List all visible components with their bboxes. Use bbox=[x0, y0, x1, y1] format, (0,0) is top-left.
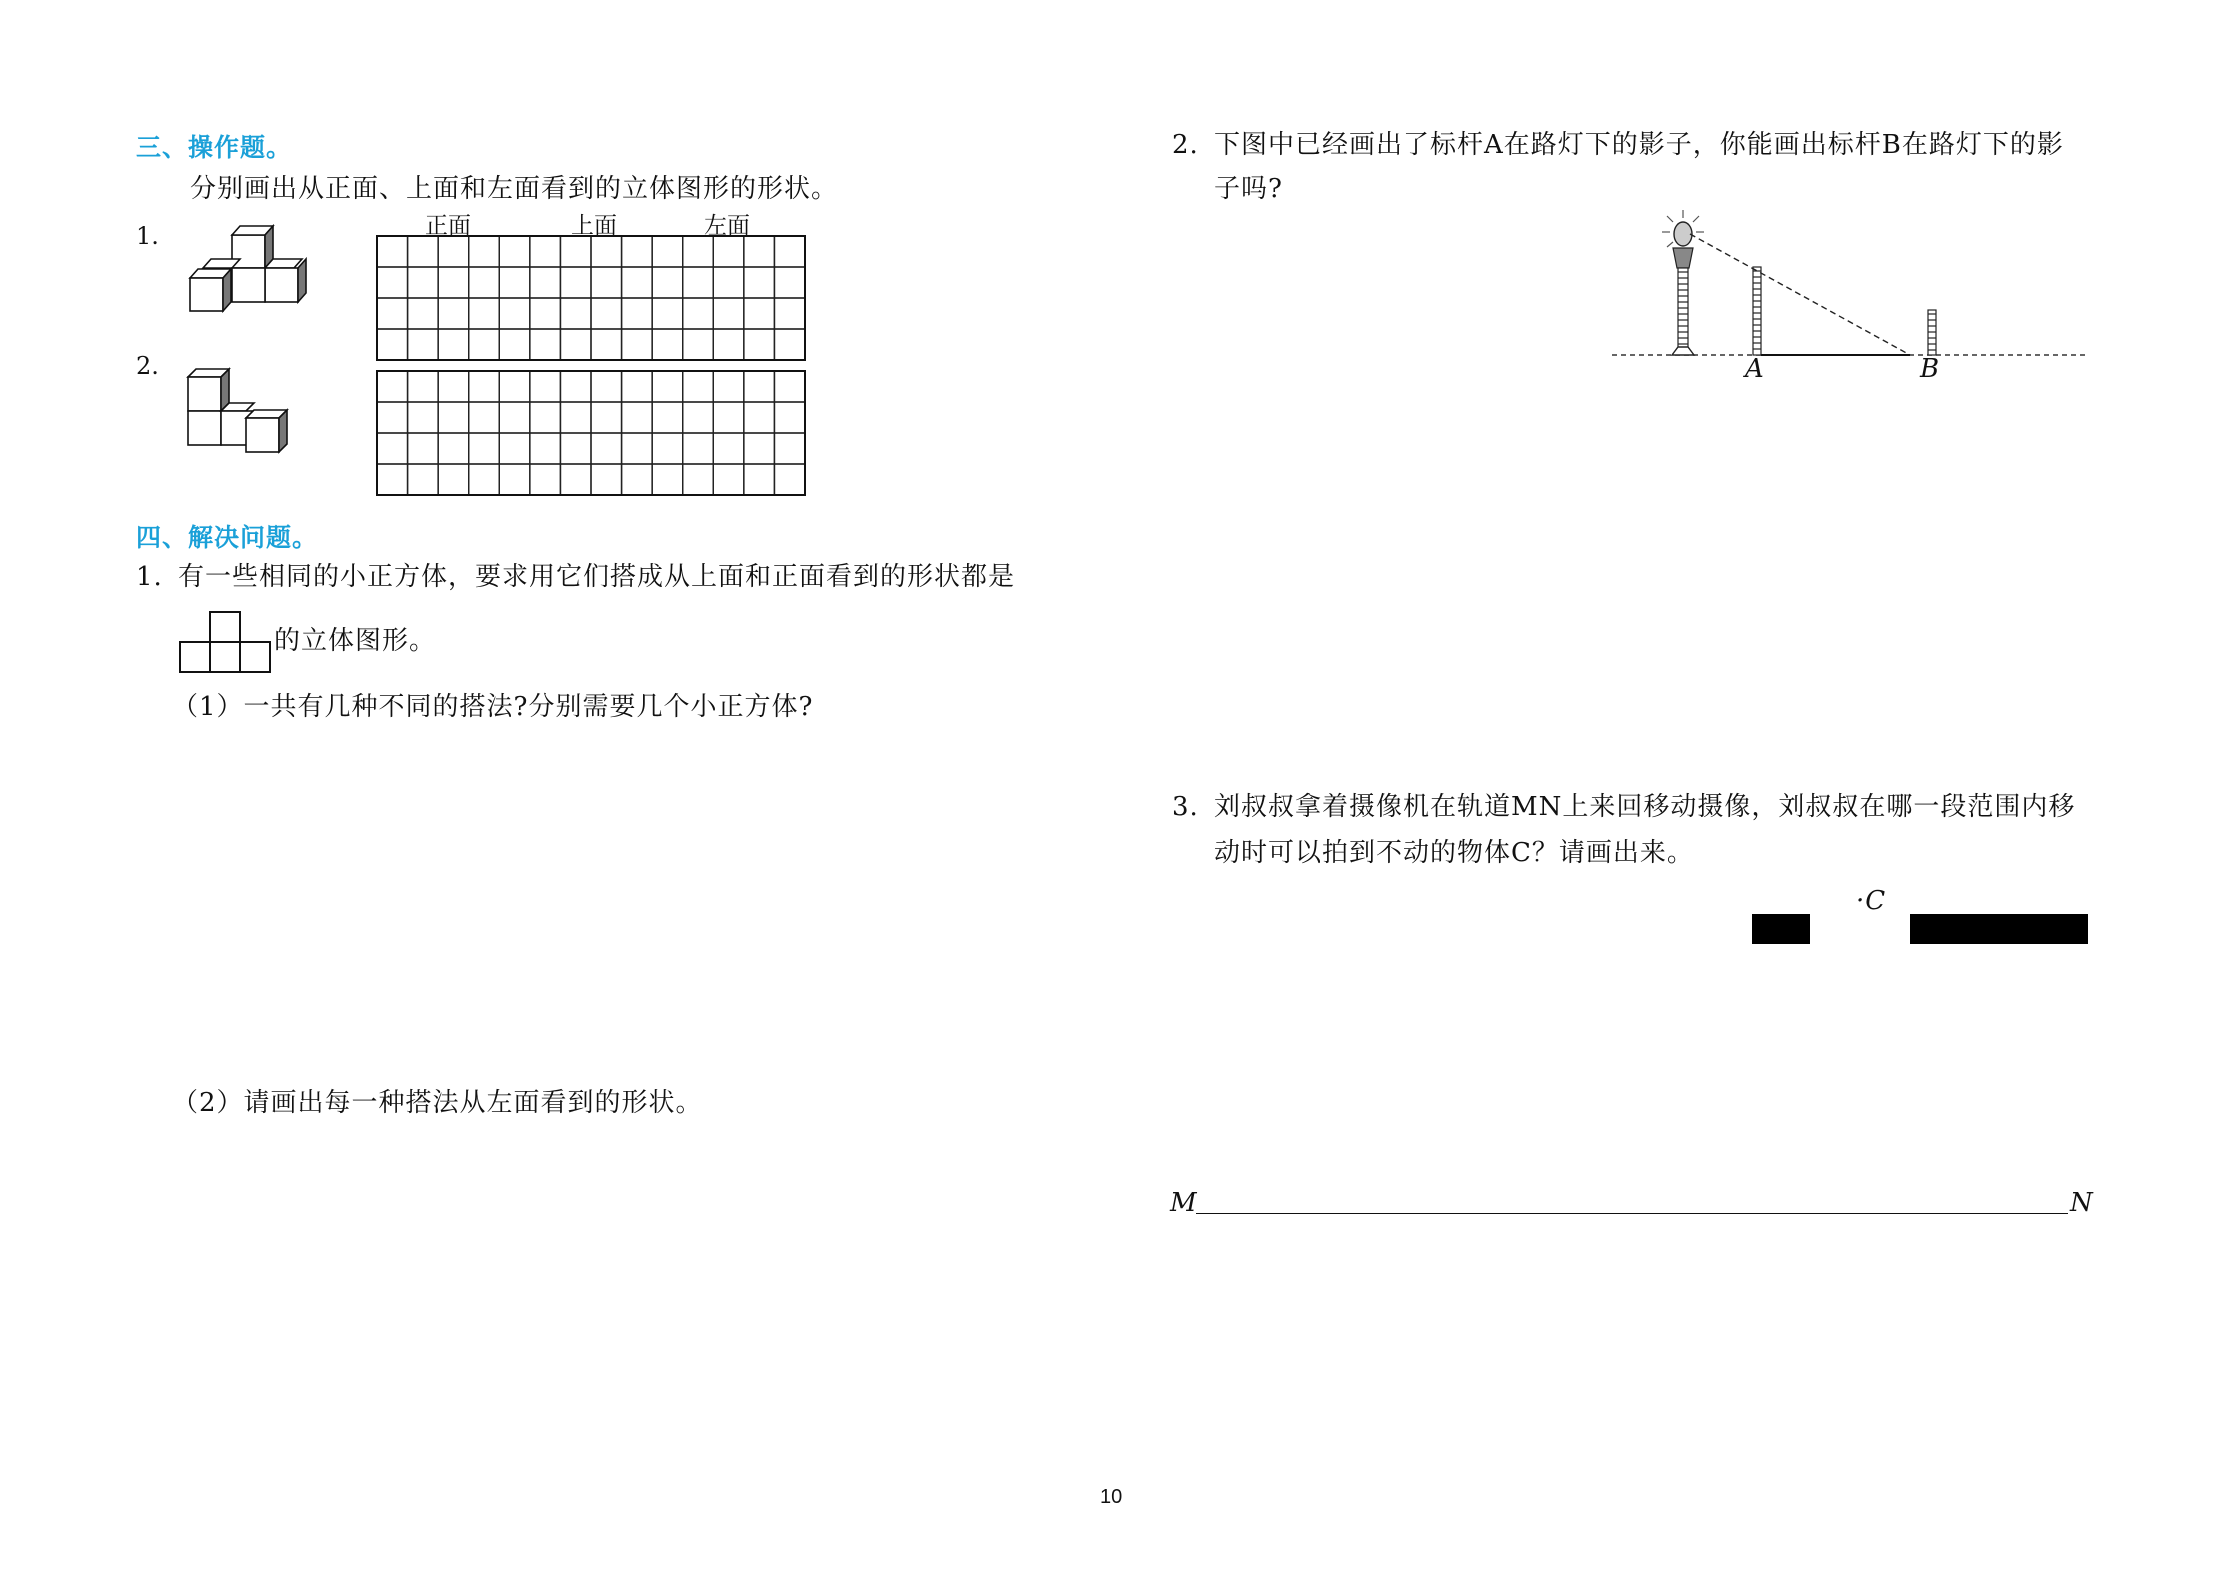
grid-cell bbox=[683, 298, 714, 329]
grid-cell bbox=[652, 464, 683, 495]
grid-cell bbox=[622, 236, 653, 267]
grid-cell bbox=[408, 433, 439, 464]
grid-cell bbox=[560, 371, 591, 402]
grid-cell bbox=[713, 402, 744, 433]
grid-cell bbox=[438, 267, 469, 298]
grid-label-front: 正面 bbox=[425, 213, 471, 239]
obstacle-left bbox=[1752, 914, 1810, 944]
grid-cell bbox=[591, 298, 622, 329]
grid-cell bbox=[774, 267, 805, 298]
q1-number: 1. bbox=[136, 562, 163, 592]
grid-cell bbox=[591, 236, 622, 267]
grid-cell bbox=[591, 267, 622, 298]
grid-cell bbox=[377, 371, 408, 402]
grid-cell bbox=[683, 402, 714, 433]
cube-figure-1 bbox=[180, 220, 320, 320]
grid-cell bbox=[560, 267, 591, 298]
lamp-bulb-icon bbox=[1674, 222, 1692, 246]
grid-cell bbox=[683, 267, 714, 298]
pole-A bbox=[1753, 267, 1761, 355]
grid-cell bbox=[469, 371, 500, 402]
grid-cell bbox=[408, 236, 439, 267]
grid-cell bbox=[591, 329, 622, 360]
grid-cell bbox=[744, 329, 775, 360]
grid-cell bbox=[591, 371, 622, 402]
grid-cell bbox=[408, 267, 439, 298]
grid-cell bbox=[591, 464, 622, 495]
grid-cell bbox=[560, 433, 591, 464]
grid-cell bbox=[622, 329, 653, 360]
grid-cell bbox=[408, 298, 439, 329]
grid-cell bbox=[377, 236, 408, 267]
grid-cell bbox=[469, 464, 500, 495]
track-MN bbox=[1196, 1213, 2068, 1214]
q1-sub2: （2）请画出每一种搭法从左面看到的形状。 bbox=[172, 1088, 703, 1118]
grid-cell bbox=[744, 371, 775, 402]
grid-cell bbox=[560, 464, 591, 495]
grid-cell bbox=[683, 329, 714, 360]
grid-cell bbox=[499, 236, 530, 267]
grid-cell bbox=[499, 371, 530, 402]
grid-cell bbox=[377, 464, 408, 495]
grid-cell bbox=[438, 329, 469, 360]
label-N: N bbox=[2070, 1188, 2094, 1218]
grid-cell bbox=[499, 267, 530, 298]
label-A: A bbox=[1745, 354, 1765, 384]
grid-cell bbox=[377, 433, 408, 464]
grid-cell bbox=[377, 267, 408, 298]
q1-sub1: （1）一共有几种不同的搭法?分别需要几个小正方体? bbox=[172, 692, 814, 722]
lamp-pole bbox=[1678, 268, 1688, 348]
grid-cell bbox=[499, 464, 530, 495]
grid-cell bbox=[438, 236, 469, 267]
grid-cell bbox=[469, 298, 500, 329]
grid-cell bbox=[652, 402, 683, 433]
page-number: 10 bbox=[1100, 1486, 1123, 1508]
grid-cell bbox=[652, 371, 683, 402]
grid-cell bbox=[530, 464, 561, 495]
grid-cell bbox=[622, 402, 653, 433]
q2-line1: 下图中已经画出了标杆A在路灯下的影子，你能画出标杆B在路灯下的影 bbox=[1214, 130, 2064, 160]
grid-cell bbox=[438, 464, 469, 495]
grid-cell bbox=[652, 298, 683, 329]
grid-cell bbox=[713, 464, 744, 495]
q3-line1: 刘叔叔拿着摄像机在轨道MN上来回移动摄像，刘叔叔在哪一段范围内移 bbox=[1214, 792, 2076, 822]
q3-number: 3. bbox=[1172, 792, 1199, 822]
grid-cell bbox=[530, 236, 561, 267]
grid-cell bbox=[774, 402, 805, 433]
grid-cell bbox=[744, 402, 775, 433]
grid-cell bbox=[438, 371, 469, 402]
grid-1-cells bbox=[377, 236, 805, 360]
grid-cell bbox=[774, 464, 805, 495]
grid-cell bbox=[377, 402, 408, 433]
grid-cell bbox=[377, 329, 408, 360]
drawing-grid-2 bbox=[376, 370, 806, 496]
grid-cell bbox=[713, 298, 744, 329]
grid-cell bbox=[499, 433, 530, 464]
grid-cell bbox=[774, 298, 805, 329]
grid-cell bbox=[622, 464, 653, 495]
light-ray bbox=[1690, 234, 1910, 355]
grid-cell bbox=[744, 236, 775, 267]
grid-label-left: 左面 bbox=[704, 213, 750, 239]
grid-cell bbox=[652, 329, 683, 360]
grid-cell bbox=[591, 402, 622, 433]
section-title-operation: 三、操作题。 bbox=[136, 133, 293, 162]
grid-cell bbox=[744, 433, 775, 464]
grid-cell bbox=[713, 267, 744, 298]
lamp-shadow-diagram bbox=[1610, 212, 2090, 382]
grid-cell bbox=[683, 464, 714, 495]
grid-cell bbox=[530, 298, 561, 329]
grid-cell bbox=[683, 371, 714, 402]
grid-cell bbox=[499, 298, 530, 329]
q1-text-continued: 的立体图形。 bbox=[274, 626, 437, 656]
cube-figure-2 bbox=[180, 365, 320, 475]
grid-cell bbox=[499, 329, 530, 360]
q3-line2: 动时可以拍到不动的物体C？请画出来。 bbox=[1214, 838, 1694, 868]
grid-cell bbox=[408, 402, 439, 433]
grid-cell bbox=[713, 329, 744, 360]
obstacle-right bbox=[1910, 914, 2088, 944]
grid-cell bbox=[408, 464, 439, 495]
label-B: B bbox=[1920, 354, 1941, 384]
grid-cell bbox=[622, 267, 653, 298]
grid-cell bbox=[438, 402, 469, 433]
grid-cell bbox=[622, 371, 653, 402]
grid-cell bbox=[560, 298, 591, 329]
section-title-solve: 四、解决问题。 bbox=[136, 523, 319, 552]
grid-cell bbox=[469, 402, 500, 433]
grid-cell bbox=[652, 236, 683, 267]
grid-cell bbox=[438, 298, 469, 329]
grid-cell bbox=[744, 298, 775, 329]
grid-cell bbox=[744, 267, 775, 298]
section3-instruction: 分别画出从正面、上面和左面看到的立体图形的形状。 bbox=[190, 174, 839, 204]
grid-cell bbox=[683, 236, 714, 267]
grid-cell bbox=[774, 236, 805, 267]
grid-cell bbox=[469, 236, 500, 267]
grid-cell bbox=[377, 298, 408, 329]
grid-cell bbox=[713, 433, 744, 464]
grid-cell bbox=[408, 329, 439, 360]
grid-cell bbox=[652, 433, 683, 464]
grid-cell bbox=[774, 329, 805, 360]
grid-cell bbox=[652, 267, 683, 298]
q2-line2: 子吗? bbox=[1214, 174, 1283, 204]
grid-label-top: 上面 bbox=[571, 213, 617, 239]
grid-cell bbox=[469, 433, 500, 464]
grid-cell bbox=[560, 236, 591, 267]
grid-cell bbox=[713, 371, 744, 402]
grid-cell bbox=[530, 371, 561, 402]
grid-cell bbox=[622, 298, 653, 329]
grid-cell bbox=[591, 433, 622, 464]
grid-cell bbox=[408, 371, 439, 402]
grid-cell bbox=[469, 267, 500, 298]
grid-cell bbox=[469, 329, 500, 360]
grid-cell bbox=[774, 433, 805, 464]
q1-text: 有一些相同的小正方体，要求用它们搭成从上面和正面看到的形状都是 bbox=[178, 562, 1016, 592]
grid-cell bbox=[499, 402, 530, 433]
grid-cell bbox=[530, 329, 561, 360]
pole-B bbox=[1928, 310, 1936, 355]
grid-cell bbox=[530, 267, 561, 298]
q2-number: 2. bbox=[1172, 130, 1199, 160]
q1-shape-figure bbox=[178, 610, 278, 676]
item2-number: 2. bbox=[136, 352, 159, 380]
grid-2-cells bbox=[377, 371, 805, 495]
grid-cell bbox=[560, 402, 591, 433]
grid-cell bbox=[744, 464, 775, 495]
grid-cell bbox=[560, 329, 591, 360]
grid-cell bbox=[438, 433, 469, 464]
label-M: M bbox=[1170, 1188, 1198, 1218]
object-C-label: ·C bbox=[1856, 886, 1887, 916]
grid-cell bbox=[530, 402, 561, 433]
grid-cell bbox=[683, 433, 714, 464]
grid-cell bbox=[530, 433, 561, 464]
drawing-grid-1 bbox=[376, 235, 806, 361]
item1-number: 1. bbox=[136, 222, 159, 250]
grid-cell bbox=[713, 236, 744, 267]
grid-cell bbox=[774, 371, 805, 402]
grid-cell bbox=[622, 433, 653, 464]
